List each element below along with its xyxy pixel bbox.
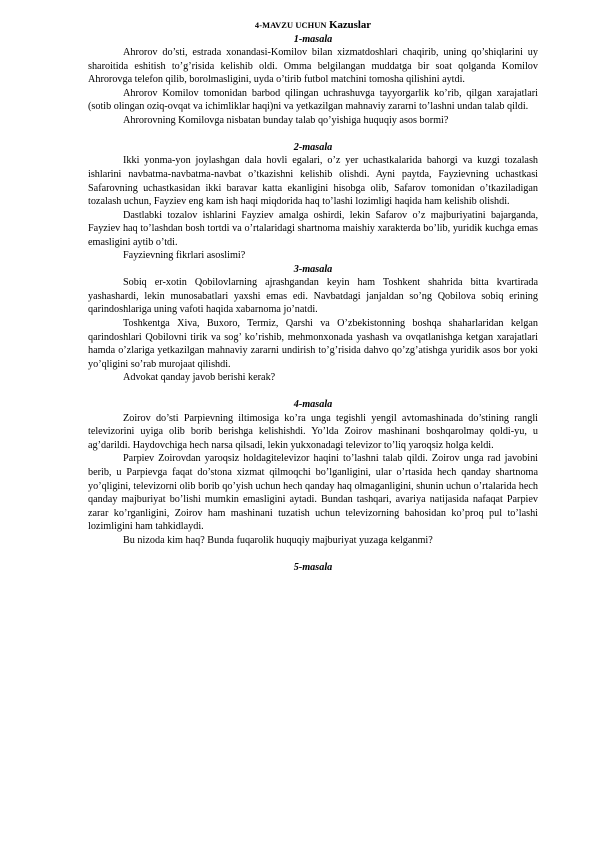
spacer	[88, 385, 538, 399]
case-heading: 5-masala	[293, 561, 333, 573]
case-4	[88, 398, 538, 547]
spacer	[88, 547, 538, 561]
title-word: Kazuslar	[329, 19, 372, 31]
case-paragraph: Dastlabki tozalov ishlarini Fayziev amalga oshirdi, lekin Safarov o’z majburiyatini bajarganda, Fayziev haq to’lashdan bosh tortdi va o’rtalaridagi shartnoma maishiy xarakterda bo’lib, yuridik kuchga emas emasligini aytib o’tdi.	[88, 209, 538, 248]
document-title	[88, 19, 538, 33]
case-paragraph: Zoirov do’sti Parpievning iltimosiga ko’ra unga tegishli yengil avtomashinada do’stining rangli televizorini uyiga olib borib berishga kelishishdi. Yo’lda Zoirov mashinani boshqarolmay qoldi-yu, u ag’darildi. Haydovchiga hech narsa qilsadi, lekin yukxonadagi televizor to’liq yaroqsiz holga keldi.	[88, 412, 538, 451]
case-2	[88, 141, 538, 263]
spacer	[88, 127, 538, 141]
case-question: Ahrorovning Komilovga nisbatan bunday talab qo’yishiga huquqiy asos bormi?	[123, 114, 449, 126]
case-paragraph: Ahrorov Komilov tomonidan barbod qilingan uchrashuvga tayyorgarlik ko’rib, qilgan xarajatlari (sotib olingan oziq-ovqat va ichimliklar haqi)ni va yetkazilgan mahnaviy zararni to’lashni undan talab qildi.	[88, 87, 538, 113]
title-prefix: 4-MAVZU UCHUN	[254, 21, 327, 30]
case-heading: 3-masala	[293, 263, 333, 275]
case-question: Bu nizoda kim haq? Bunda fuqarolik huquqiy majburiyat yuzaga kelganmi?	[123, 534, 433, 546]
case-paragraph: Ahrorov do’sti, estrada xonandasi-Komilov bilan xizmatdoshlari chaqirib, uning qo’shiqlarini uy sharoitida eshitish to’g’risida kelishib oldi. Omma belgilangan muddatga bir soat qolganda Komilov Ahrorovga telefon qilib, borolmasligini, uyda o’tirib futbol matchini tomosha qilishini aytdi.	[88, 47, 538, 86]
case-question: Advokat qanday javob berishi kerak?	[123, 372, 276, 384]
case-5	[88, 561, 538, 575]
case-paragraph: Ikki yonma-yon joylashgan dala hovli egalari, o’z yer uchastkalarida bahorgi va kuzgi tozalash ishlarini navbatma-navbatma-navbat o’tkazishni kelishib olishdi. Ayni paytda, Fayzievning uchastkasi Safarovning uchastkasidan ikki baravar katta ekanligini hisobga olib, Safarov tomonidan o’tkaziladigan tozalash uchun, Fayziev eng kam ish haqi miqdorida haq to’lashi lozimligi haqida ham kelishib olishdi.	[88, 155, 538, 208]
case-heading: 2-masala	[293, 141, 333, 153]
case-paragraph: Sobiq er-xotin Qobilovlarning ajrashgandan keyin ham Toshkent shahrida bitta kvartirada yashashardi, lekin munosabatlari yaxshi emas edi. Navbatdagi janjaldan so’ng Qobilova sobiq erining qarindoshlariga uning vafoti haqida xabarnoma jo’natdi.	[88, 277, 538, 316]
case-heading: 1-masala	[293, 33, 333, 45]
case-heading: 4-masala	[293, 399, 333, 411]
case-paragraph: Toshkentga Xiva, Buxoro, Termiz, Qarshi va O’zbekistonning boshqa shaharlaridan kelgan qarindoshlari Qobilovni tirik va sog’ ko’rishib, mehmonxonada yashash va ovqatlanishga ketgan xarajatlari hamda o’zlariga yetkazilgan mahnaviy zararni undirish to’g’risida dahvo qo’zg’atishga yuridik asos bor yoki yo’qligini so’rab murojaat qilishdi.	[88, 317, 538, 370]
case-1	[88, 33, 538, 128]
case-question: Fayzievning fikrlari asoslimi?	[123, 250, 246, 262]
case-3	[88, 263, 538, 385]
case-paragraph: Parpiev Zoirovdan yaroqsiz holdagitelevizor haqini to’lashni talab qildi. Zoirov unga rad javobini berib, u Parpievga faqat do’stona xizmat qilmoqchi bo’lganligini, ular o’rtasida hech qanday shartnoma yo’qligini, televizorni olib borib qo’yish uchun hech qanday haq olmaganligini, shunin uchun o’rtalarida hech qanday majburiyat bo’lishi mumkin emasligini aytadi. Bundan tashqari, avariya natijasida nafaqat Parpiev zarar ko’rganligini, Zoirov ham mashinani tuzatish uchun televizorning bahosidan ko’proq pul to’lashi lozimligini ham tahkidlaydi.	[88, 453, 538, 533]
